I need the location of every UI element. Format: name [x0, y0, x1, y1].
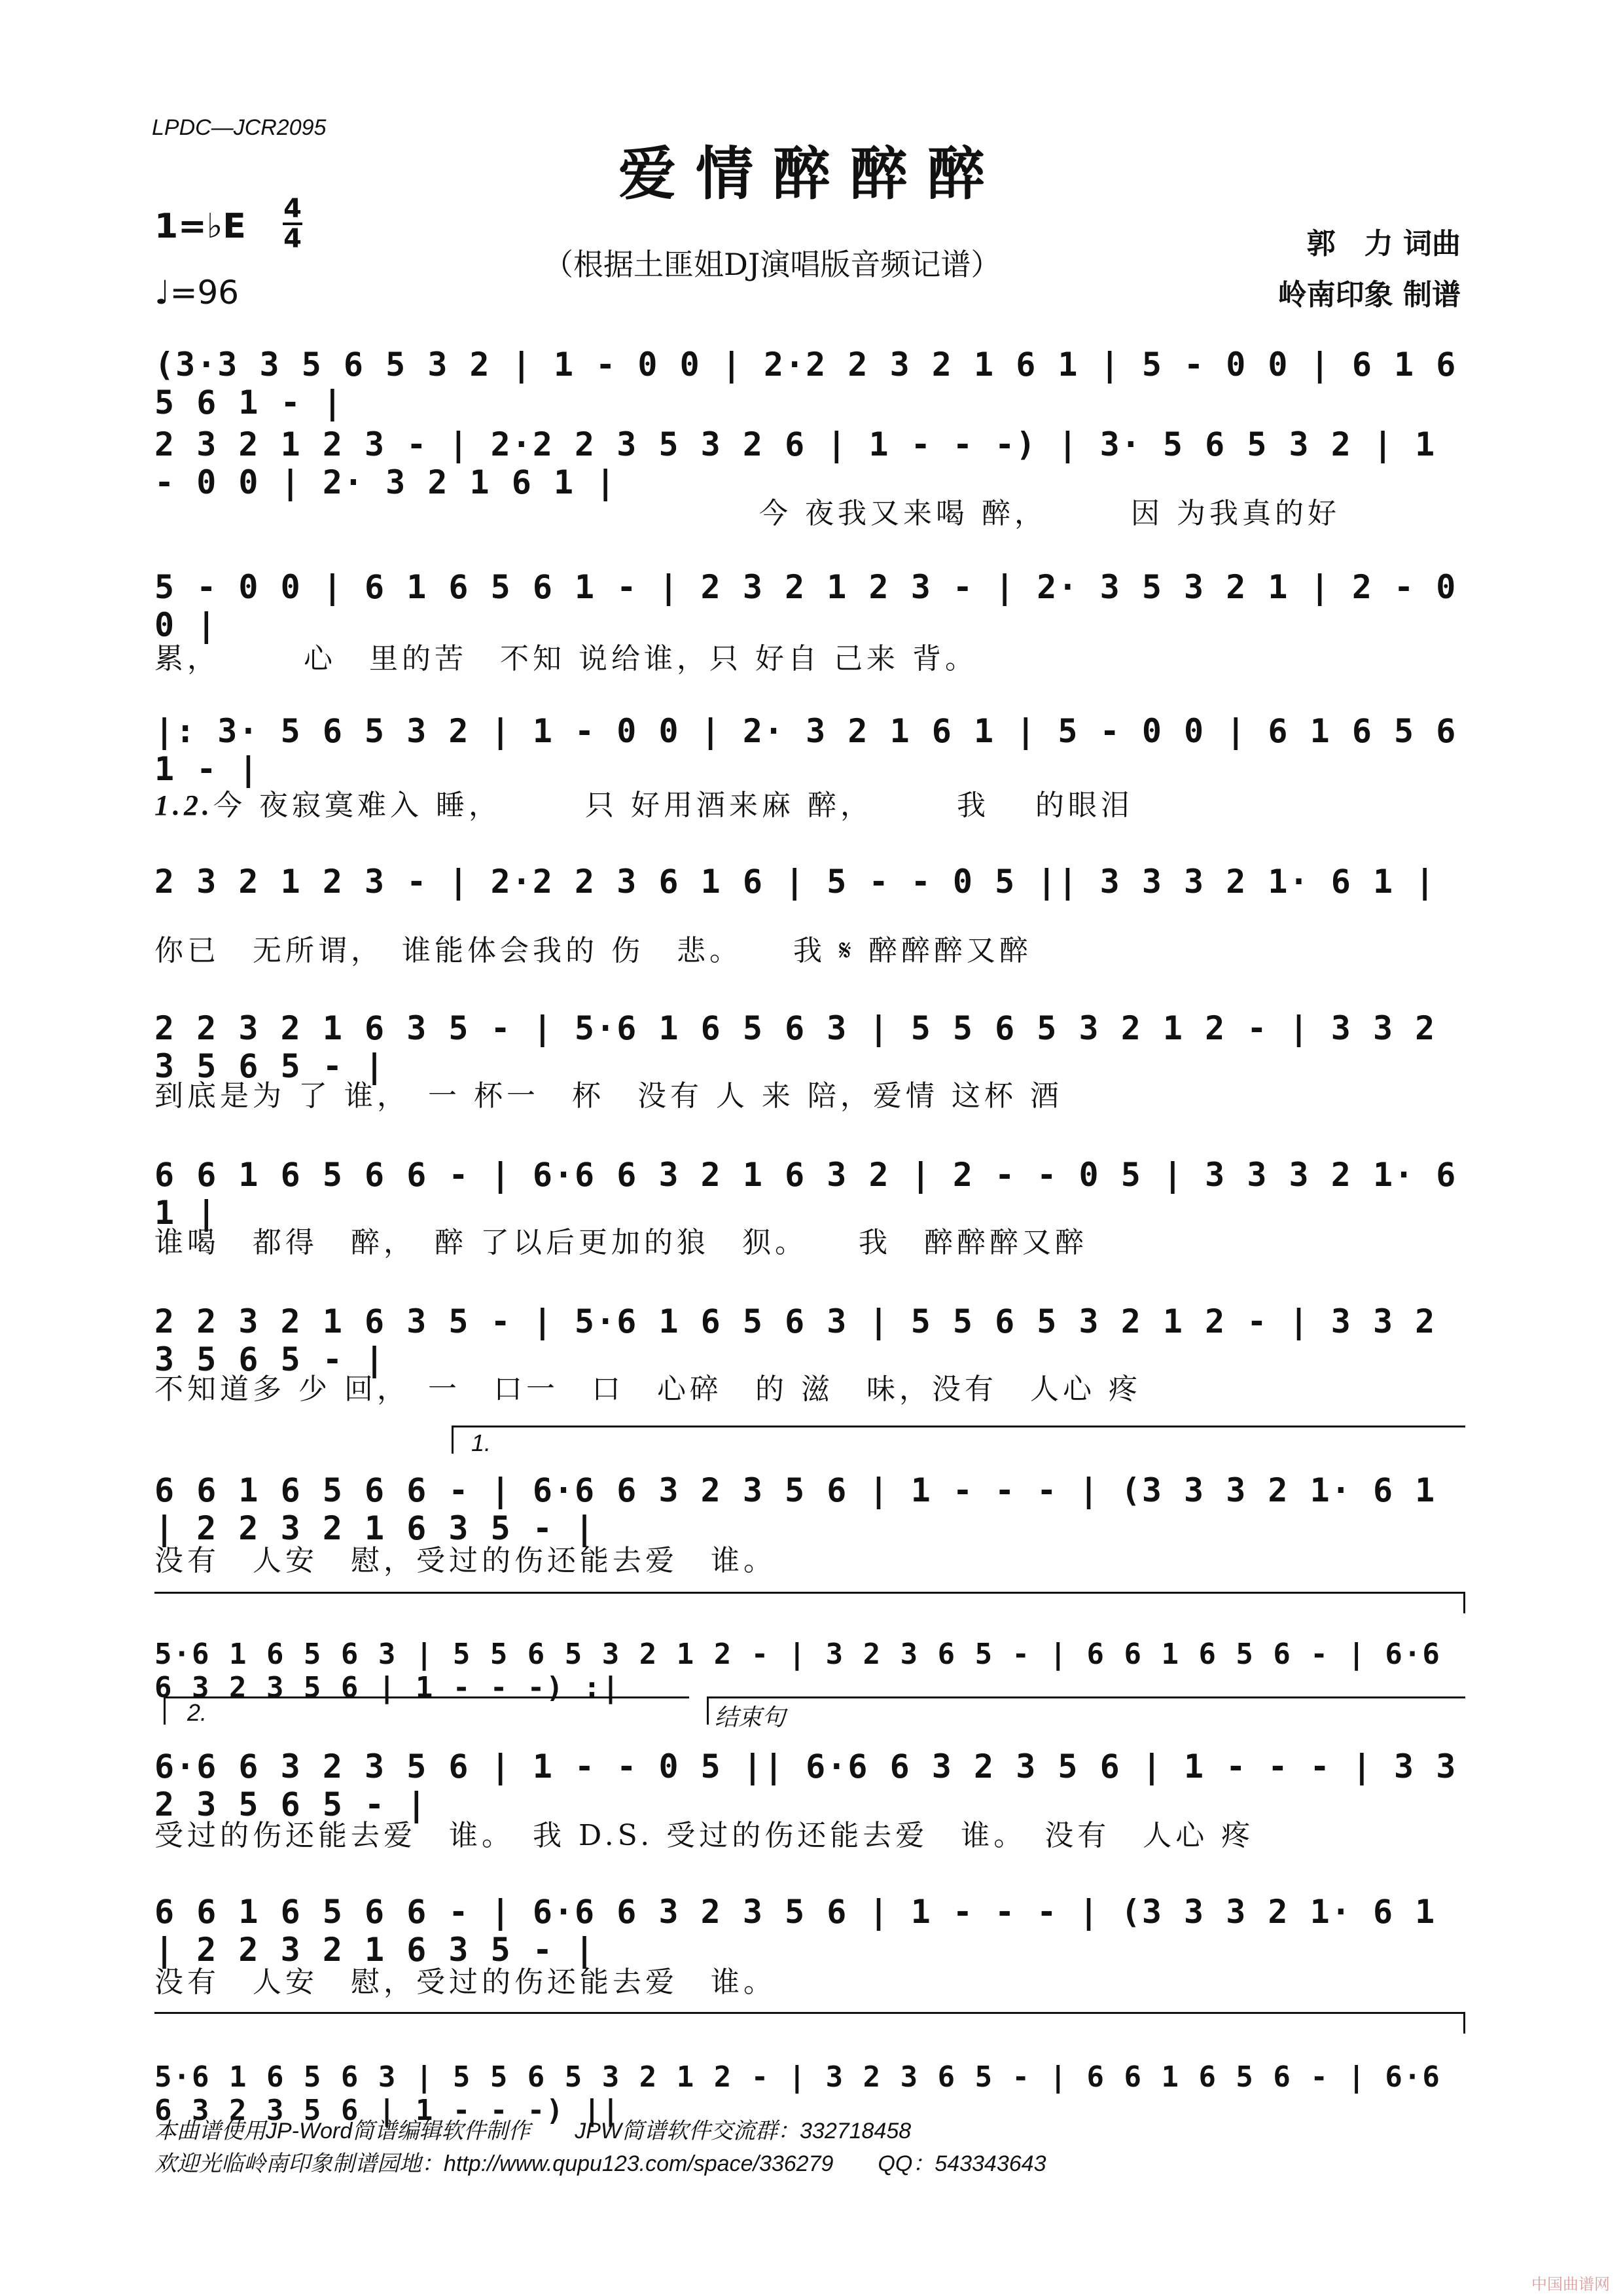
notes: 5 - 0 0 | 6 1 6 5 6 1 - | 2 3 2 1 2 3 - | 2· 3 5 3 2 1 | 2 - 0 0 | [154, 568, 1457, 644]
meter-bottom: 4 [283, 224, 302, 254]
volta-first-ending: 1. [471, 1429, 491, 1456]
lyric-line: 今 夜我又来喝 醉， 因 为我真的好 [759, 497, 1340, 530]
song-title: 爱情醉醉醉 [618, 139, 1005, 207]
time-signature [283, 195, 302, 253]
notes: 6 6 1 6 5 6 6 - | 6·6 6 3 2 1 6 3 2 | 2 - - 0 5 | 3 3 3 2 1· 6 1 | [154, 1156, 1457, 1232]
notation-row [154, 1460, 1463, 1547]
lyric-line: 没有 人安 慰，受过的伤还能去爱 谁。 [154, 1544, 776, 1577]
ending-bracket [707, 1696, 1465, 1725]
notation-row [154, 1626, 1463, 1704]
volta-second-ending: 2. [187, 1699, 207, 1726]
watermark: 中国曲谱网 [1531, 2276, 1610, 2293]
notes: 6 6 1 6 5 6 6 - | 6·6 6 3 2 3 5 6 | 1 - - - | (3 3 3 2 1· 6 1 | 2 2 3 2 1 6 3 5 - | [154, 1893, 1436, 1969]
subtitle: （根据土匪姐DJ演唱版音频记谱） [543, 247, 1001, 282]
notation-row [154, 1291, 1463, 1378]
notation-row [154, 851, 1463, 910]
verse-number: 1.2. [154, 789, 213, 821]
credit-arranger: 岭南印象 制谱 [1277, 278, 1461, 312]
volta-bracket [164, 1696, 689, 1725]
credit-lyrics-music: 郭 力 词曲 [1306, 227, 1461, 260]
lyric-line: 你已 无所谓， 谁能体会我的 伤 悲。 我 𝄋 醉醉醉又醉 [154, 934, 1032, 967]
volta-bracket [154, 1592, 1465, 1613]
notation-row [154, 1881, 1463, 1969]
lyric-line: 累， 心 里的苦 不知 说给谁，只 好自 己来 背。 [154, 642, 978, 675]
ending-label: 结束句 [715, 1704, 786, 1731]
notes: 5·6 1 6 5 6 3 | 5 5 6 5 3 2 1 2 - | 3 2 3 6 5 - | 6 6 1 6 5 6 - | 6·6 6 3 2 3 5 6 | 1 - - -) || [154, 2060, 1441, 2127]
volta-bracket [452, 1426, 1465, 1454]
notation-row [154, 334, 1463, 422]
lyric-line: 没有 人安 慰，受过的伤还能去爱 谁。 [154, 1965, 776, 1999]
notation-row [154, 414, 1463, 501]
notes: (3·3 3 5 6 5 3 2 | 1 - 0 0 | 2·2 2 3 2 1 6 1 | 5 - 0 0 | 6 1 6 5 6 1 - | [154, 346, 1457, 422]
tempo-marking: ♩=96 [154, 274, 240, 312]
notation-row [154, 556, 1463, 644]
notation-row [154, 1736, 1463, 1823]
lyric-line: 受过的伤还能去爱 谁。 我 D.S. 受过的伤还能去爱 谁。 没有 人心 疼 [154, 1819, 1255, 1852]
lyric-text: 今 夜寂寞难入 睡， 只 好用酒来麻 醉， 我 的眼泪 [213, 789, 1133, 822]
score-code: LPDC—JCR2095 [152, 115, 327, 140]
notes: 6 6 1 6 5 6 6 - | 6·6 6 3 2 3 5 6 | 1 - - - | (3 3 3 2 1· 6 1 | 2 2 3 2 1 6 3 5 - | [154, 1471, 1436, 1547]
meter-top: 4 [283, 194, 302, 224]
lyric-line: 不知道多 少 回， 一 口一 口 心碎 的 滋 味，没有 人心 疼 [154, 1372, 1141, 1406]
lyric-line [154, 781, 1133, 823]
footer-software-note: 本曲谱使用JP-Word简谱编辑软件制作 JPW简谱软件交流群：332718458 [154, 2119, 912, 2144]
notes: 5·6 1 6 5 6 3 | 5 5 6 5 3 2 1 2 - | 3 2 3 6 5 - | 6 6 1 6 5 6 - | 6·6 6 3 2 3 5 6 | 1 - - -) :| [154, 1638, 1441, 1704]
notes: 2 2 3 2 1 6 3 5 - | 5·6 1 6 5 6 3 | 5 5 6 5 3 2 1 2 - | 3 3 2 3 5 6 5 - | [154, 1009, 1436, 1085]
key-signature: 1=♭E [154, 207, 246, 246]
notation-row [154, 1144, 1463, 1232]
notes: 2 3 2 1 2 3 - | 2·2 2 3 6 1 6 | 5 - - 0 5 || 3 3 3 2 1· 6 1 | [154, 863, 1436, 901]
notation-row [154, 2049, 1463, 2127]
notes: 6·6 6 3 2 3 5 6 | 1 - - 0 5 || 6·6 6 3 2 3 5 6 | 1 - - - | 3 3 2 3 5 6 5 - | [154, 1748, 1457, 1823]
notes: |: 3· 5 6 5 3 2 | 1 - 0 0 | 2· 3 2 1 6 1 | 5 - 0 0 | 6 1 6 5 6 1 - | [154, 712, 1457, 788]
notes: 2 3 2 1 2 3 - | 2·2 2 3 5 3 2 6 | 1 - - -) | 3· 5 6 5 3 2 | 1 - 0 0 | 2· 3 2 1 6 1 | [154, 425, 1436, 501]
volta-bracket [154, 2012, 1465, 2034]
notation-row [154, 700, 1463, 788]
notes: 2 2 3 2 1 6 3 5 - | 5·6 1 6 5 6 3 | 5 5 6 5 3 2 1 2 - | 3 3 2 3 5 6 5 - | [154, 1302, 1436, 1378]
lyric-line: 谁喝 都得 醉， 醉 了以后更加的狼 狈。 我 醉醉醉又醉 [154, 1226, 1088, 1259]
lyric-line: 到底是为 了 谁， 一 杯一 杯 没有 人 来 陪，爱情 这杯 酒 [154, 1079, 1063, 1113]
footer-website-link[interactable]: 欢迎光临岭南印象制谱园地：http://www.qupu123.com/space/336279 QQ：543343643 [154, 2151, 1046, 2176]
notation-row [154, 997, 1463, 1085]
